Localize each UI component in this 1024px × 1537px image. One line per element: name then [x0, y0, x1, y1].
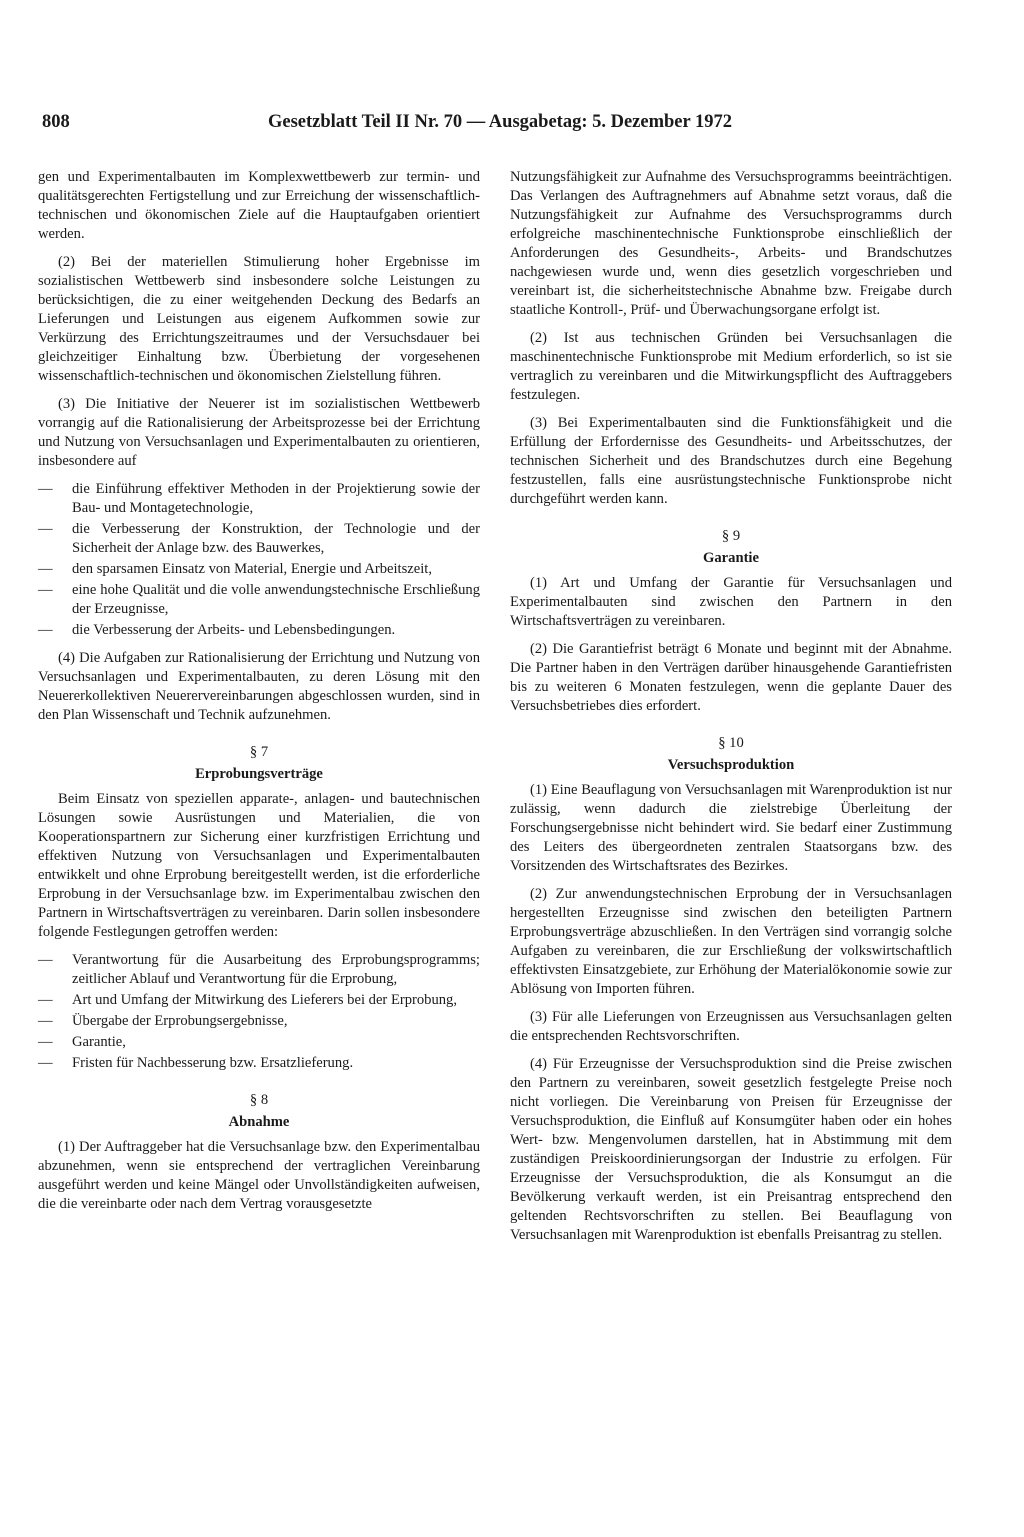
s10-paragraph-3: (3) Für alle Lieferungen von Erzeugnissen aus Versuchsanlagen gelten die entsprechenden Rechtsvorschriften.	[510, 1009, 952, 1044]
list-item: — Fristen für Nachbesserung bzw. Ersatzlieferung.	[38, 1054, 480, 1073]
section-10-number: § 10	[718, 735, 744, 751]
list-item: — Garantie,	[38, 1033, 480, 1052]
section-8-title: Abnahme	[228, 1114, 290, 1130]
list-item: — die Verbesserung der Konstruktion, der Technologie und der Sicherheit der Anlage bzw. des Bauwerkes,	[38, 520, 480, 558]
section-8-number: § 8	[249, 1092, 269, 1108]
s9-paragraph-2: (2) Die Garantiefrist beträgt 6 Monate und beginnt mit der Abnahme. Die Partner haben in den Verträgen darüber hinausgehende Garantiefristen bis zu weiteren 6 Monaten festzulegen, wenn die geplante Dauer des Versuchsbetriebes dies erfordert.	[510, 641, 952, 714]
s7-list	[38, 951, 480, 1073]
page-header	[42, 112, 982, 140]
s8-paragraph-3: (3) Bei Experimentalbauten sind die Funktionsfähigkeit und die Erfüllung der Erfordernisse des Gesundheits- und Arbeitsschutzes, der technischen Sicherheit und des Brandschutzes durch eine Begehung festzustellen, falls eine ausrüstungstechnische Funktionsprobe nicht durchgeführt werden kann.	[510, 415, 952, 507]
section-10-title: Versuchsproduktion	[667, 757, 795, 773]
list-item: — die Einführung effektiver Methoden in der Projektierung sowie der Bau- und Montagetechnologie,	[38, 480, 480, 518]
s8-paragraph-2: (2) Ist aus technischen Gründen bei Versuchsanlagen die maschinentechnische Funktionsprobe mit Medium erforderlich, so ist sie vertraglich zu vereinbaren und die Mitwirkungspflicht des Auftraggebers festzulegen.	[510, 330, 952, 403]
list-item: — eine hohe Qualität und die volle anwendungstechnische Erschließung der Erzeugnisse,	[38, 581, 480, 619]
s9-paragraph-1: (1) Art und Umfang der Garantie für Versuchsanlagen und Experimentalbauten sind zwischen den Partnern in den Wirtschaftsverträgen zu vereinbaren.	[510, 575, 952, 629]
s10-paragraph-2: (2) Zur anwendungstechnischen Erprobung der in Versuchsanlagen hergestellten Erzeugnisse sind zwischen den beteiligten Partnern Erprobungsverträge abzuschließen. In den Verträgen sind vorrangig solche Aufgaben zu vereinbaren, die zur Erschließung der volkswirtschaftlich effektivsten Einsatzgebiete, zur Erhöhung der Materialökonomie sowie zur Ablösung von Importen führen.	[510, 886, 952, 997]
s6-paragraph-3: (3) Die Initiative der Neuerer ist im sozialistischen Wettbewerb vorrangig auf die Rationalisierung der Arbeitsprozesse bei der Errichtung und Nutzung von Versuchsanlagen und Experimentalbauten zu orientieren, insbesondere auf	[38, 396, 480, 469]
section-7-number: § 7	[249, 744, 269, 760]
s10-paragraph-4: (4) Für Erzeugnisse der Versuchsproduktion sind die Preise zwischen den Partnern zu vereinbaren, soweit gesetzlich festgelegte Preise noch nicht vorliegen. Die Vereinbarung von Preisen für Erzeugnisse der Versuchsproduktion, die Einfluß auf Konsumgüter haben oder ein hohes Wert- bzw. Mengenvolumen darstellen, hat in Abstimmung mit dem zuständigen Preiskoordinierungsorgan der Industrie zu erfolgen. Für Erzeugnisse der Versuchsproduktion, die als Konsumgut an die Bevölkerung verkauft werden, ist ein Preisantrag entsprechend den geltenden Rechtsvorschriften zu stellen. Bei Beauflagung von Versuchsanlagen mit Warenproduktion ist ebenfalls Preisantrag zu stellen.	[510, 1056, 952, 1243]
s6-paragraph-2: (2) Bei der materiellen Stimulierung hoher Ergebnisse im sozialistischen Wettbewerb sind insbesondere solche Leistungen zu berücksichtigen, die zu einer weitgehenden Deckung des Bedarfs an Lieferungen und Leistungen aus eigenem Aufkommen sowie zur Verkürzung des Errichtungszeitraumes und der Versuchsdauer bei gleichzeitiger Einhaltung bzw. Überbietung der vorgesehenen wissenschaftlich-technischen und ökonomischen Zielstellung führen.	[38, 254, 480, 384]
s6-paragraph-4: (4) Die Aufgaben zur Rationalisierung der Errichtung und Nutzung von Versuchsanlagen und Experimentalbauten, zu deren Lösung mit den Neuererkollektiven Neuerervereinbarungen abgeschlossen wurden, sind in den Plan Wissenschaft und Technik aufzunehmen.	[38, 650, 480, 723]
right-column	[510, 168, 952, 1254]
section-7-title: Erprobungsverträge	[195, 766, 323, 782]
list-item: — den sparsamen Einsatz von Material, Energie und Arbeitszeit,	[38, 560, 480, 579]
s10-paragraph-1: (1) Eine Beauflagung von Versuchsanlagen mit Warenproduktion ist nur zulässig, wenn dadurch die zielstrebige Überleitung der Forschungsergebnisse nicht behindert wird. Sie bedarf einer Zustimmung des Leiters des übergeordneten zentralen Staatsorgans bzw. des Vorsitzenden des Wirtschaftsrates des Bezirkes.	[510, 782, 952, 874]
s6-p3-list	[38, 480, 480, 640]
s8-paragraph-1-continuation: Nutzungsfähigkeit zur Aufnahme des Versuchsprogramms beeinträchtigen. Das Verlangen des Auftragnehmers auf Abnahme setzt voraus, daß die Nutzungsfähigkeit zur Aufnahme des Versuchsprogramms durch erfolgreiche maschinentechnische Funktionsprobe einschließlich der Anforderungen des Gesundheits-, Arbeits- und Brandschutzes nachgewiesen wurde und, wenn dies gesetzlich vorgeschrieben und vereinbart ist, die sicherheitstechnische Abnahme bzw. Freigabe durch staatliche Kontroll-, Prüf- und Überwachungsorgane erfolgt ist.	[510, 169, 952, 318]
left-column	[38, 168, 480, 1223]
section-9-title: Garantie	[703, 550, 759, 566]
list-item: — Verantwortung für die Ausarbeitung des Erprobungsprogramms; zeitlicher Ablauf und Verantwortung für die Erprobung,	[38, 951, 480, 989]
s8-paragraph-1: (1) Der Auftraggeber hat die Versuchsanlage bzw. den Experimentalbau abzunehmen, wenn sie entsprechend der vertraglichen Vereinbarung ausgeführt werden und keine Mängel oder Unvollständigkeiten aufweisen, die die vereinbarte oder nach dem Vertrag vorausgesetzte	[38, 1139, 480, 1212]
running-head: Gesetzblatt Teil II Nr. 70 — Ausgabetag: 5. Dezember 1972	[268, 112, 733, 132]
list-item: — Übergabe der Erprobungsergebnisse,	[38, 1012, 480, 1031]
page-number: 808	[42, 112, 70, 132]
paragraph-continuation: gen und Experimentalbauten im Komplexwettbewerb zur termin- und qualitätsgerechten Fertigstellung und zur Erreichung der wissenschaftlich-technischen und ökonomischen Ziele auf die Hauptaufgaben orientiert werden.	[38, 169, 480, 242]
section-9-number: § 9	[721, 528, 741, 544]
list-item: — die Verbesserung der Arbeits- und Lebensbedingungen.	[38, 621, 480, 640]
s7-paragraph: Beim Einsatz von speziellen apparate-, anlagen- und bautechnischen Lösungen sowie Ausrüstungen und Materialien, die von Kooperationspartnern zur Sicherung einer kurzfristigen Errichtung und effektiven Nutzung von Versuchsanlagen und Experimentalbauten entwikkelt und ohne Erprobung bereitgestellt werden, ist die erforderliche Erprobung in der Versuchsanlage bzw. im Experimentalbau zwischen den Partnern in Wirtschaftsverträgen zu vereinbaren. Darin sollen insbesondere folgende Festlegungen getroffen werden:	[38, 791, 480, 940]
list-item: — Art und Umfang der Mitwirkung des Lieferers bei der Erprobung,	[38, 991, 480, 1010]
